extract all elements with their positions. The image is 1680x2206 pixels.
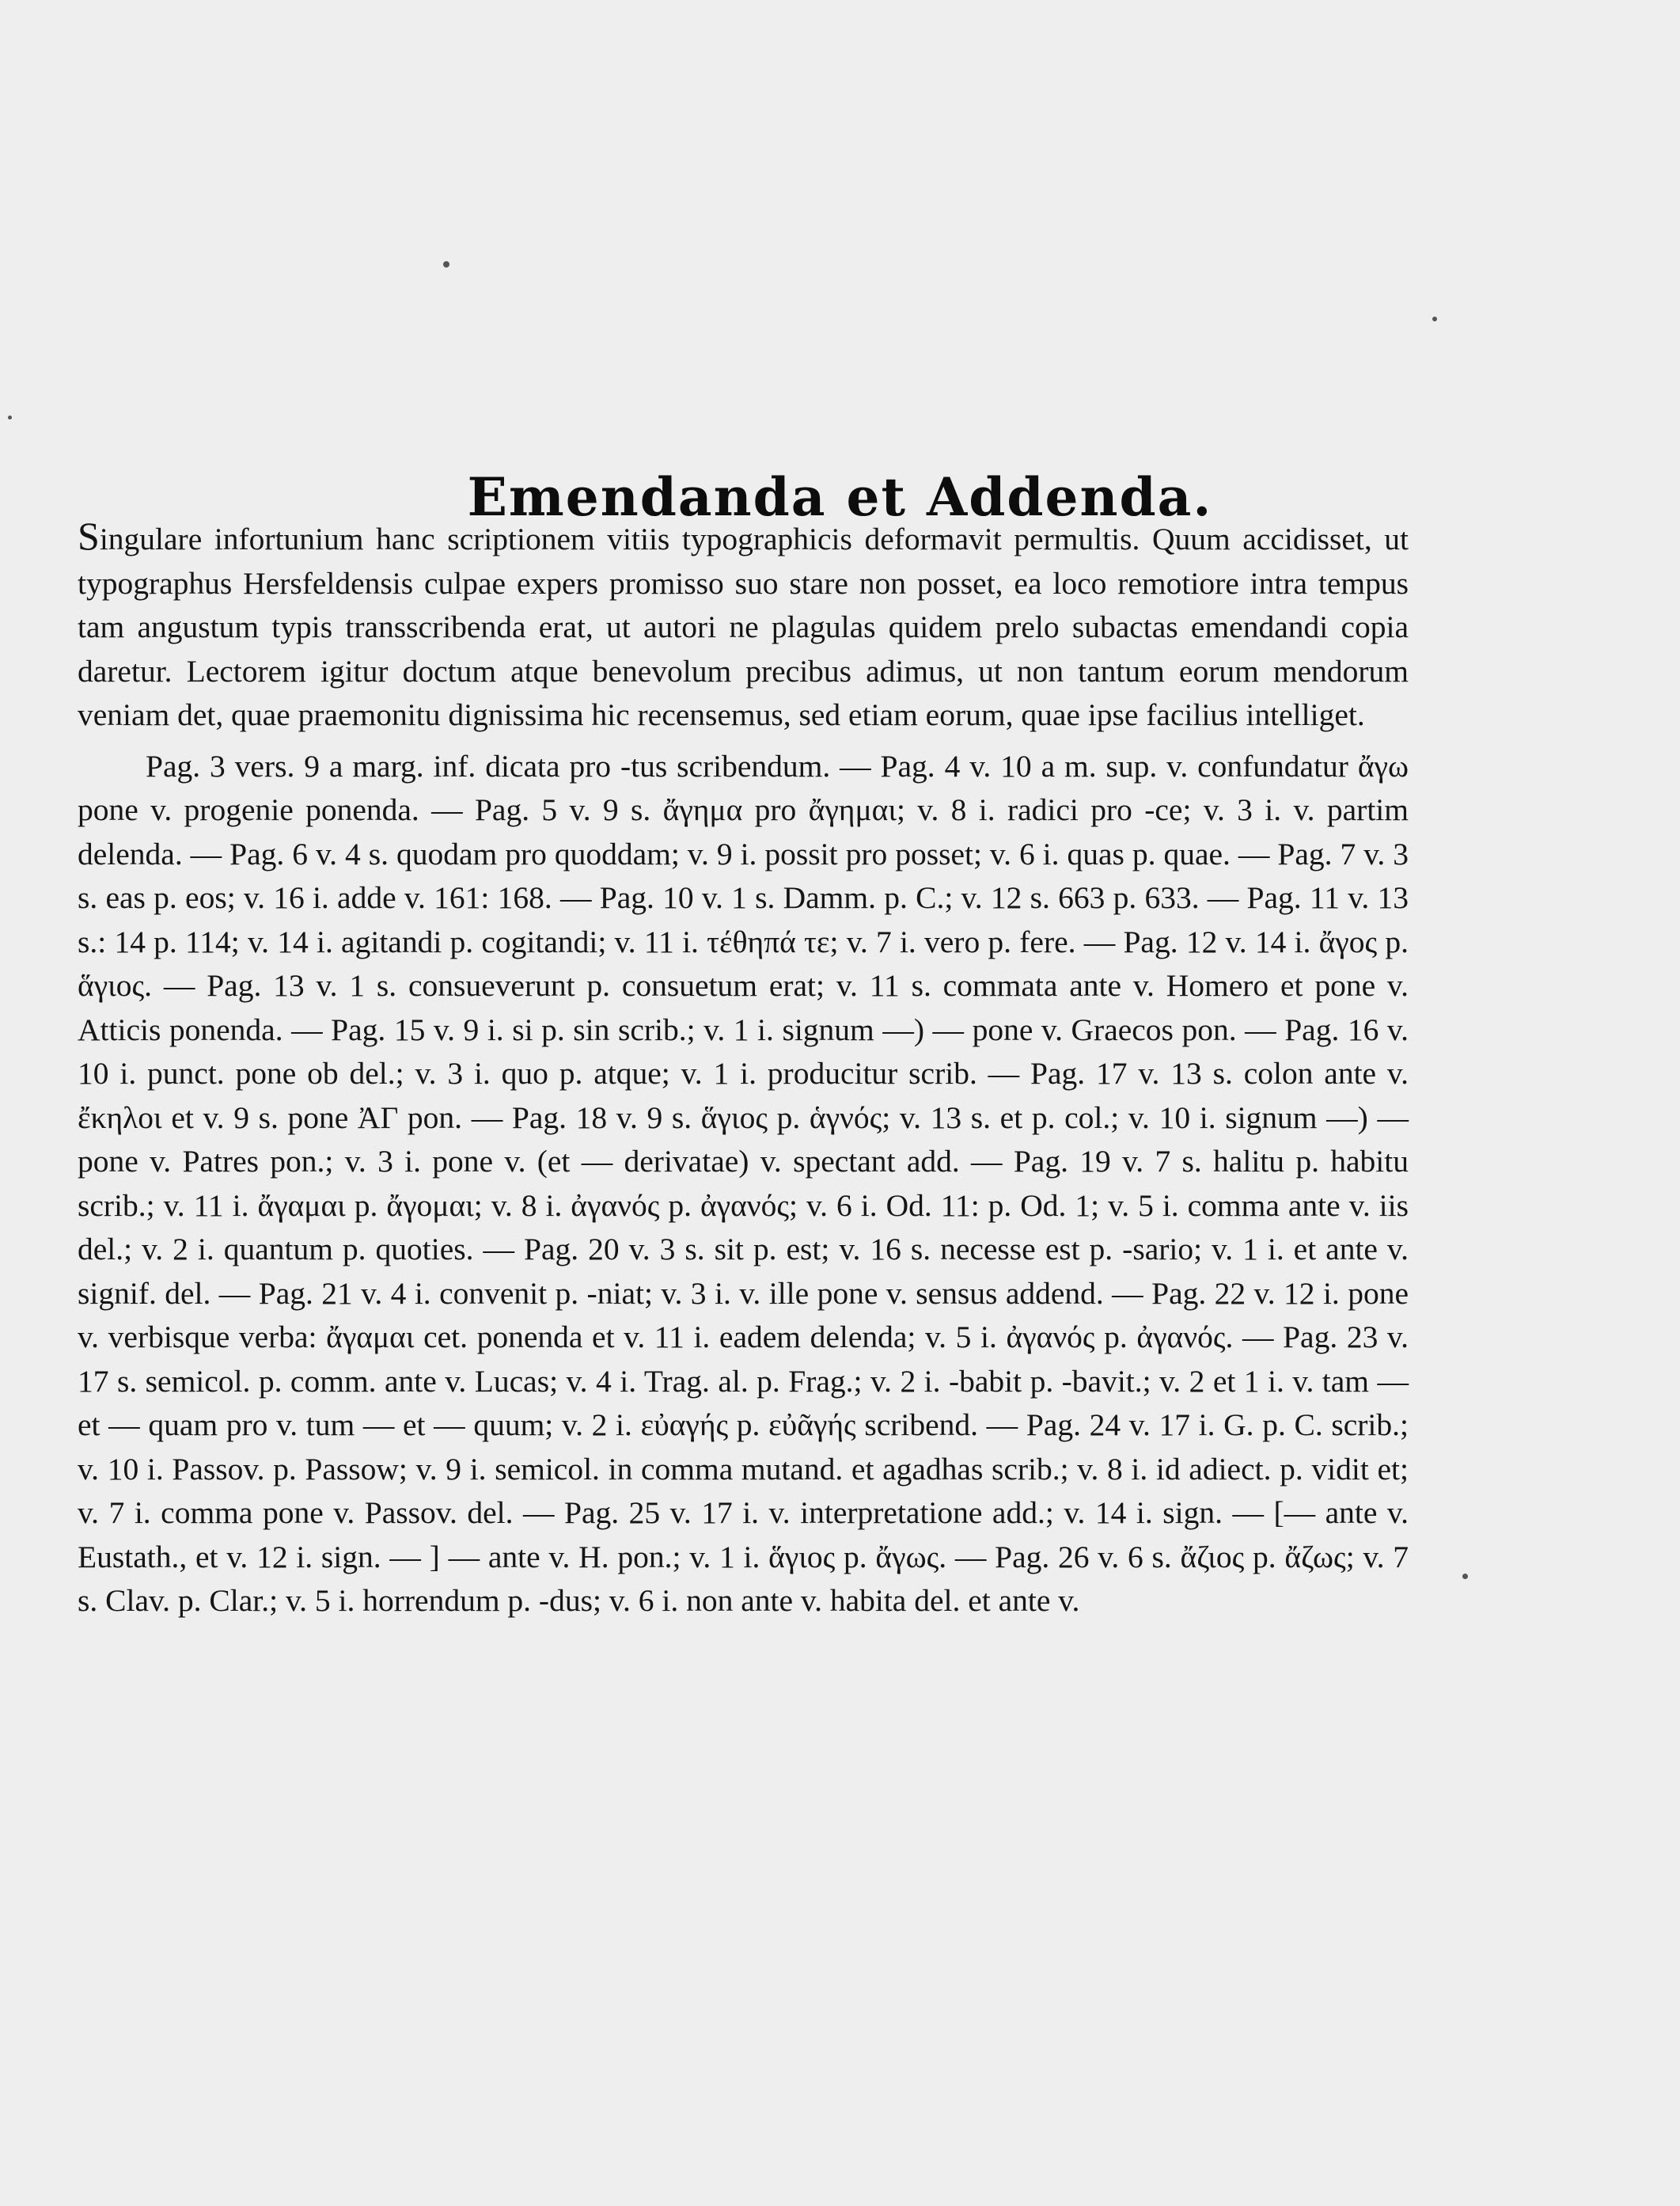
page-heading: Emendanda et Addenda. [467,466,1213,529]
ink-speck [8,416,12,420]
ink-speck [1432,317,1437,321]
ink-speck [443,261,449,268]
errata-body [78,514,1409,1631]
ink-speck [1462,1574,1468,1579]
show-through-texture [79,166,1424,499]
errata-list: Pag. 3 vers. 9 a marg. inf. dicata pro -tus scribendum. — Pag. 4 v. 10 a m. sup. v. confundatur ἄγω pone v. progenie ponenda. — Pag. 5 v. 9 s. ἄγημα pro ἄγημαι; v. 8 i. radici pro -ce; v. 3 i. v. partim delenda. — Pag. 6 v. 4 s. quodam pro quoddam; v. 9 i. possit pro posset; v. 6 i. quas p. quae. — Pag. 7 v. 3 s. eas p. eos; v. 16 i. adde v. 161: 168. — Pag. 10 v. 1 s. Damm. p. C.; v. 12 s. 663 p. 633. — Pag. 11 v. 13 s.: 14 p. 114; v. 14 i. agitandi p. cogitandi; v. 11 i. τέθηπά τε; v. 7 i. vero p. fere. — Pag. 12 v. 14 i. ἄγος p. ἅγιος. — Pag. 13 v. 1 s. consueverunt p. consuetum erat; v. 11 s. commata ante v. Homero et pone v. Atticis ponenda. — Pag. 15 v. 9 i. si p. sin scrib.; v. 1 i. signum —) — pone v. Graecos pon. — Pag. 16 v. 10 i. punct. pone ob del.; v. 3 i. quo p. atque; v. 1 i. producitur scrib. — Pag. 17 v. 13 s. colon ante v. ἔκηλοι et v. 9 s. pone ἈΓ pon. — Pag. 18 v. 9 s. ἅγιος p. ἁγνός; v. 13 s. et p. col.; v. 10 i. signum —) — pone v. Patres pon.; v. 3 i. pone v. (et — derivatae) v. spectant add. — Pag. 19 v. 7 s. halitu p. habitu scrib.; v. 11 i. ἄγαμαι p. ἄγομαι; v. 8 i. ἀγανός p. ἀγανός; v. 6 i. Od. 11: p. Od. 1; v. 5 i. comma ante v. iis del.; v. 2 i. quantum p. quoties. — Pag. 20 v. 3 s. sit p. est; v. 16 s. necesse est p. -sario; v. 1 i. et ante v. signif. del. — Pag. 21 v. 4 i. convenit p. -niat; v. 3 i. v. ille pone v. sensus addend. — Pag. 22 v. 12 i. pone v. verbisque verba: ἄγαμαι cet. ponenda et v. 11 i. eadem delenda; v. 5 i. ἀγανός p. ἀγανός. — Pag. 23 v. 17 s. semicol. p. comm. ante v. Lucas; v. 4 i. Trag. al. p. Frag.; v. 2 i. -babit p. -bavit.; v. 2 et 1 i. v. tam — et — quam pro v. tum — et — quum; v. 2 i. εὐαγής p. εὐᾶγής scribend. — Pag. 24 v. 17 i. G. p. C. scrib.; v. 10 i. Passov. p. Passow; v. 9 i. semicol. in comma mutand. et agadhas scrib.; v. 8 i. id adiect. p. vidit et; v. 7 i. comma pone v. Passov. del. — Pag. 25 v. 17 i. v. interpretatione add.; v. 14 i. sign. — [— ante v. Eustath., et v. 12 i. sign. — ] — ante v. H. pon.; v. 1 i. ἅγιος p. ἄγως. — Pag. 26 v. 6 s. ἄζιος p. ἄζως; v. 7 s. Clav. p. Clar.; v. 5 i. horrendum p. -dus; v. 6 i. non ante v. habita del. et ante v. [78,748,1409,1618]
intro-paragraph [78,514,1409,738]
intro-text: ingulare infortunium hanc scriptionem vitiis typographicis deformavit permultis. Quum accidisset, ut typographus Hersfeldensis culpae expers promisso suo stare non posset, ea loco remotiore intra tempus tam angustum typis transscribenda erat, ut autori ne plagulas quidem prelo subactas emendandi copia daretur. Lectorem igitur doctum atque benevolum precibus adimus, ut non tantum eorum mendorum veniam det, quae praemonitu dignissima hic recensemus, sed etiam eorum, quae ipse facilius intelliget. [78,522,1409,732]
drop-cap: S [78,514,100,558]
